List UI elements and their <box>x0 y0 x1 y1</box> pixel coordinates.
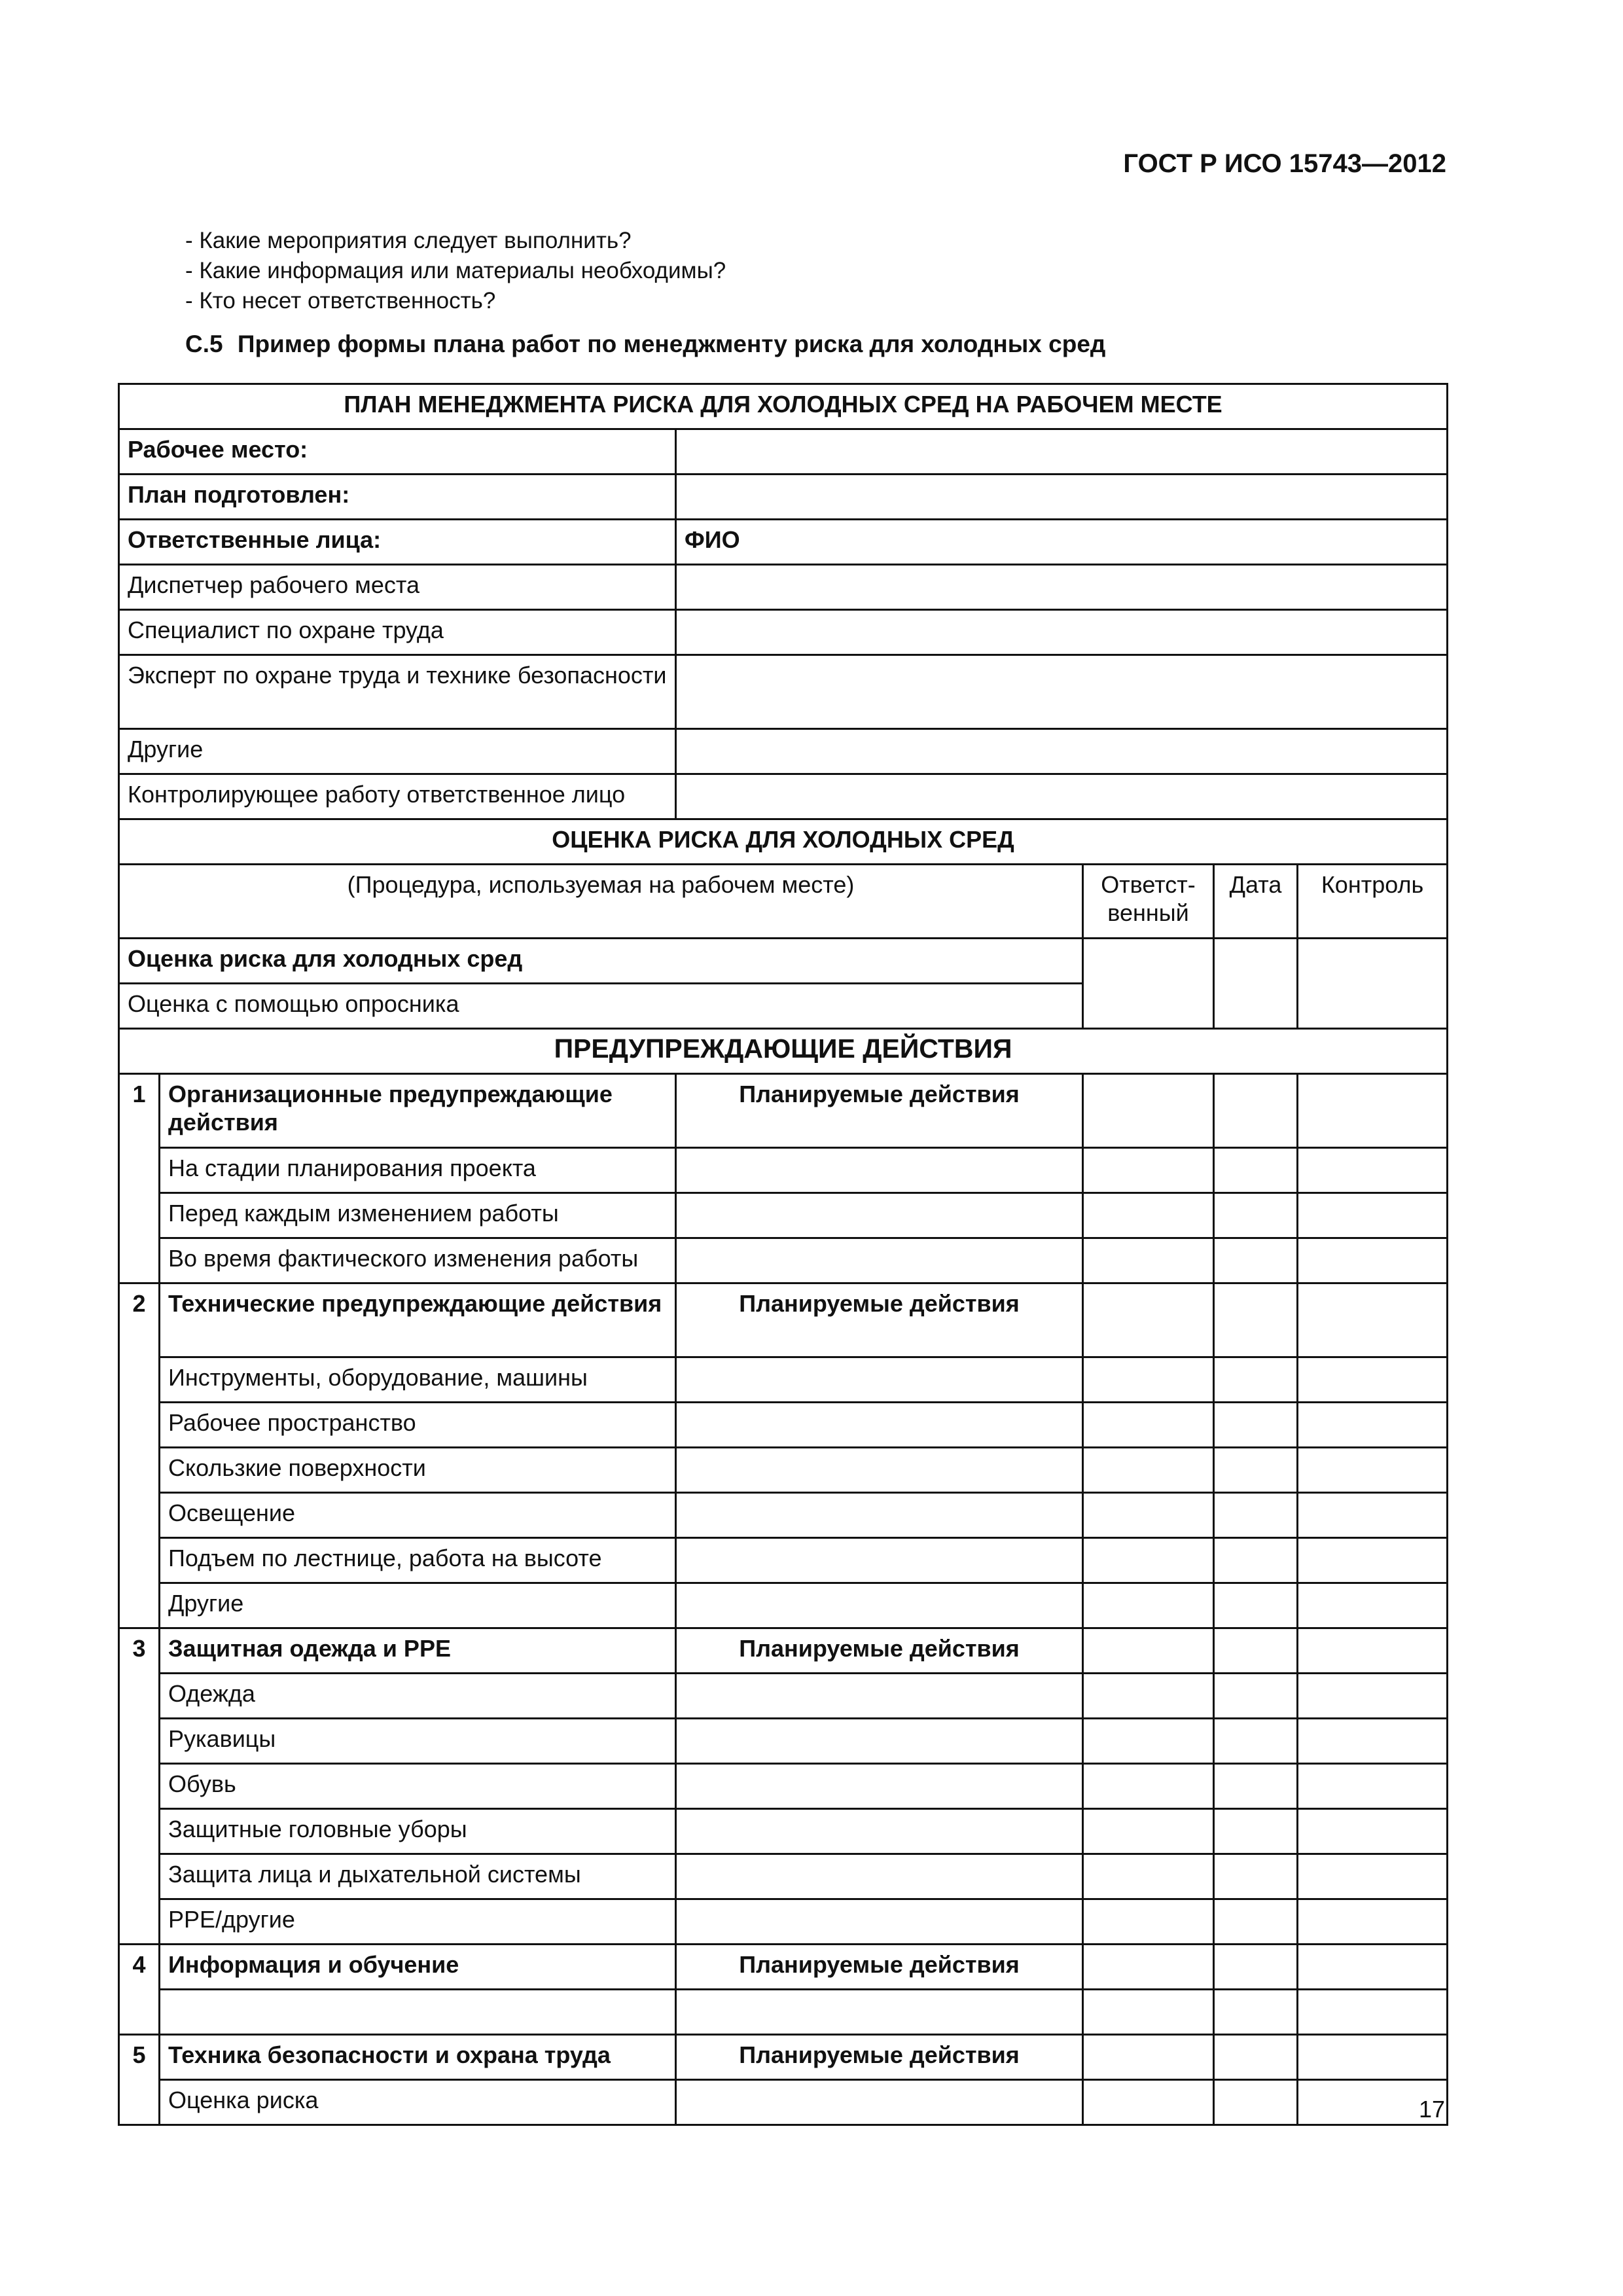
group-item: Обувь <box>160 1764 676 1809</box>
questionnaire-item: Оценка с помощью опросника <box>119 984 1083 1029</box>
group-title: Защитная одежда и PPE <box>160 1628 676 1674</box>
responsible-cell[interactable] <box>1083 1493 1214 1538</box>
group-title: Организационные предупреждающие действия <box>160 1074 676 1148</box>
page-number: 17 <box>1418 2096 1445 2123</box>
assessment-title: ОЦЕНКА РИСКА ДЛЯ ХОЛОДНЫХ СРЕД <box>119 819 1448 865</box>
role-name-field[interactable] <box>676 729 1448 774</box>
responsible-cell[interactable] <box>1083 1764 1214 1809</box>
planned-action-cell[interactable] <box>676 1809 1083 1854</box>
control-cell[interactable] <box>1298 1583 1448 1628</box>
date-cell[interactable] <box>1214 2035 1298 2080</box>
planned-actions-header: Планируемые действия <box>676 1628 1083 1674</box>
responsible-cell[interactable] <box>1083 1283 1214 1357</box>
planned-action-cell[interactable] <box>676 1148 1083 1193</box>
control-cell[interactable] <box>1298 1283 1448 1357</box>
form-title: ПЛАН МЕНЕДЖМЕНТА РИСКА ДЛЯ ХОЛОДНЫХ СРЕД НА РАБОЧЕМ МЕСТЕ <box>119 384 1448 429</box>
role-label: Эксперт по охране труда и технике безопасности <box>119 655 676 729</box>
role-name-field[interactable] <box>676 655 1448 729</box>
control-cell[interactable] <box>1298 1538 1448 1583</box>
control-cell[interactable] <box>1298 1403 1448 1448</box>
role-label: Диспетчер рабочего места <box>119 565 676 610</box>
planned-actions-header: Планируемые действия <box>676 1074 1083 1148</box>
group-item: Рабочее пространство <box>160 1403 676 1448</box>
group-number: 1 <box>119 1074 160 1283</box>
responsible-cell[interactable] <box>1083 1809 1214 1854</box>
group-item: Другие <box>160 1583 676 1628</box>
planned-action-cell[interactable] <box>676 2080 1083 2125</box>
date-cell[interactable] <box>1214 1809 1298 1854</box>
planned-action-cell[interactable] <box>676 1854 1083 1899</box>
date-cell[interactable] <box>1214 1448 1298 1493</box>
date-cell[interactable] <box>1214 1074 1298 1148</box>
date-cell[interactable] <box>1214 1403 1298 1448</box>
procedure-label: (Процедура, используемая на рабочем месте) <box>119 865 1083 939</box>
date-cell[interactable] <box>1214 1674 1298 1719</box>
control-cell[interactable] <box>1298 1990 1448 2035</box>
planned-action-cell[interactable] <box>676 1448 1083 1493</box>
group-item: Защитные головные уборы <box>160 1809 676 1854</box>
date-cell[interactable] <box>1214 1899 1298 1945</box>
group-item: Инструменты, оборудование, машины <box>160 1357 676 1403</box>
group-item: Во время фактического изменения работы <box>160 1238 676 1283</box>
planned-action-cell[interactable] <box>676 1990 1083 2035</box>
responsible-cell[interactable] <box>1083 1990 1214 2035</box>
group-item: Освещение <box>160 1493 676 1538</box>
group-title: Технические предупреждающие действия <box>160 1283 676 1357</box>
date-cell[interactable] <box>1214 1148 1298 1193</box>
date-cell[interactable] <box>1214 1238 1298 1283</box>
col-control: Контроль <box>1298 865 1448 939</box>
group-item: Защита лица и дыхательной системы <box>160 1854 676 1899</box>
responsible-cell[interactable] <box>1083 1357 1214 1403</box>
role-name-field[interactable] <box>676 565 1448 610</box>
date-cell[interactable] <box>1214 1283 1298 1357</box>
responsible-cell[interactable] <box>1083 1674 1214 1719</box>
responsible-cell[interactable] <box>1083 1193 1214 1238</box>
control-cell[interactable] <box>1298 1193 1448 1238</box>
group-item: На стадии планирования проекта <box>160 1148 676 1193</box>
control-cell[interactable] <box>1298 1719 1448 1764</box>
responsible-cell[interactable] <box>1083 1583 1214 1628</box>
planned-action-cell[interactable] <box>676 1764 1083 1809</box>
control-cell[interactable] <box>1298 1238 1448 1283</box>
responsible-cell[interactable] <box>1083 1238 1214 1283</box>
planned-action-cell[interactable] <box>676 1238 1083 1283</box>
date-cell[interactable] <box>1214 939 1298 1029</box>
control-cell[interactable] <box>1298 2035 1448 2080</box>
planned-actions-header: Планируемые действия <box>676 1945 1083 1990</box>
assessment-item: Оценка риска для холодных сред <box>119 939 1083 984</box>
date-cell[interactable] <box>1214 1193 1298 1238</box>
list-item: - Какие мероприятия следует выполнить? <box>185 228 632 253</box>
intro-list <box>185 226 726 316</box>
control-cell[interactable] <box>1298 1899 1448 1945</box>
responsible-cell[interactable] <box>1083 2035 1214 2080</box>
role-label: Контролирующее работу ответственное лицо <box>119 774 676 819</box>
date-cell[interactable] <box>1214 1764 1298 1809</box>
group-title: Техника безопасности и охрана труда <box>160 2035 676 2080</box>
date-cell[interactable] <box>1214 1493 1298 1538</box>
responsible-cell[interactable] <box>1083 1719 1214 1764</box>
control-cell[interactable] <box>1298 1854 1448 1899</box>
role-label: Другие <box>119 729 676 774</box>
responsible-cell[interactable] <box>1083 1538 1214 1583</box>
group-number: 2 <box>119 1283 160 1628</box>
group-number: 3 <box>119 1628 160 1945</box>
date-cell[interactable] <box>1214 1945 1298 1990</box>
group-item: Одежда <box>160 1674 676 1719</box>
standard-header: ГОСТ Р ИСО 15743—2012 <box>1123 149 1446 178</box>
date-cell[interactable] <box>1214 1357 1298 1403</box>
name-header: ФИО <box>676 520 1448 565</box>
planned-action-cell[interactable] <box>676 1674 1083 1719</box>
date-cell[interactable] <box>1214 2080 1298 2125</box>
prepared-label: План подготовлен: <box>119 475 676 520</box>
control-cell[interactable] <box>1298 1764 1448 1809</box>
control-cell[interactable] <box>1298 1357 1448 1403</box>
responsible-cell[interactable] <box>1083 1074 1214 1148</box>
prepared-field[interactable] <box>676 475 1448 520</box>
planned-action-cell[interactable] <box>676 1357 1083 1403</box>
planned-actions-header: Планируемые действия <box>676 1283 1083 1357</box>
workplace-label: Рабочее место: <box>119 429 676 475</box>
role-name-field[interactable] <box>676 610 1448 655</box>
responsible-cell[interactable] <box>1083 1628 1214 1674</box>
planned-action-cell[interactable] <box>676 1899 1083 1945</box>
risk-management-plan-form <box>118 383 1448 2126</box>
planned-action-cell[interactable] <box>676 1493 1083 1538</box>
section-number: С.5 <box>185 331 223 357</box>
control-cell[interactable] <box>1298 1448 1448 1493</box>
date-cell[interactable] <box>1214 1583 1298 1628</box>
control-cell[interactable] <box>1298 1148 1448 1193</box>
control-cell[interactable] <box>1298 1493 1448 1538</box>
group-item: Подъем по лестнице, работа на высоте <box>160 1538 676 1583</box>
date-cell[interactable] <box>1214 1538 1298 1583</box>
section-title-text: Пример формы плана работ по менеджменту риска для холодных сред <box>237 331 1106 357</box>
date-cell[interactable] <box>1214 1990 1298 2035</box>
preventive-title: ПРЕДУПРЕЖДАЮЩИЕ ДЕЙСТВИЯ <box>119 1029 1448 1074</box>
responsible-cell[interactable] <box>1083 1403 1214 1448</box>
responsible-cell[interactable] <box>1083 2080 1214 2125</box>
responsible-cell[interactable] <box>1083 1148 1214 1193</box>
planned-action-cell[interactable] <box>676 1719 1083 1764</box>
workplace-field[interactable] <box>676 429 1448 475</box>
group-item <box>160 1990 676 2035</box>
group-item: Скользкие поверхности <box>160 1448 676 1493</box>
control-cell[interactable] <box>1298 1628 1448 1674</box>
planned-action-cell[interactable] <box>676 1583 1083 1628</box>
responsible-label: Ответственные лица: <box>119 520 676 565</box>
section-title <box>185 331 1105 358</box>
responsible-cell[interactable] <box>1083 939 1214 1029</box>
date-cell[interactable] <box>1214 1719 1298 1764</box>
group-number: 4 <box>119 1945 160 2035</box>
control-cell[interactable] <box>1298 1674 1448 1719</box>
control-cell[interactable] <box>1298 1074 1448 1148</box>
date-cell[interactable] <box>1214 1628 1298 1674</box>
col-responsible: Ответст-венный <box>1083 865 1214 939</box>
group-number: 5 <box>119 2035 160 2125</box>
control-cell[interactable] <box>1298 1809 1448 1854</box>
responsible-cell[interactable] <box>1083 1854 1214 1899</box>
responsible-cell[interactable] <box>1083 1945 1214 1990</box>
col-date: Дата <box>1214 865 1298 939</box>
date-cell[interactable] <box>1214 1854 1298 1899</box>
group-item: Рукавицы <box>160 1719 676 1764</box>
responsible-cell[interactable] <box>1083 1899 1214 1945</box>
control-cell[interactable] <box>1298 1945 1448 1990</box>
control-cell[interactable] <box>1298 939 1448 1029</box>
role-label: Специалист по охране труда <box>119 610 676 655</box>
group-item: PPE/другие <box>160 1899 676 1945</box>
group-item: Перед каждым изменением работы <box>160 1193 676 1238</box>
planned-actions-header: Планируемые действия <box>676 2035 1083 2080</box>
group-title: Информация и обучение <box>160 1945 676 1990</box>
group-item: Оценка риска <box>160 2080 676 2125</box>
planned-action-cell[interactable] <box>676 1538 1083 1583</box>
list-item: - Кто несет ответственность? <box>185 288 496 314</box>
planned-action-cell[interactable] <box>676 1193 1083 1238</box>
role-name-field[interactable] <box>676 774 1448 819</box>
planned-action-cell[interactable] <box>676 1403 1083 1448</box>
responsible-cell[interactable] <box>1083 1448 1214 1493</box>
list-item: - Какие информация или материалы необходимы? <box>185 258 726 283</box>
